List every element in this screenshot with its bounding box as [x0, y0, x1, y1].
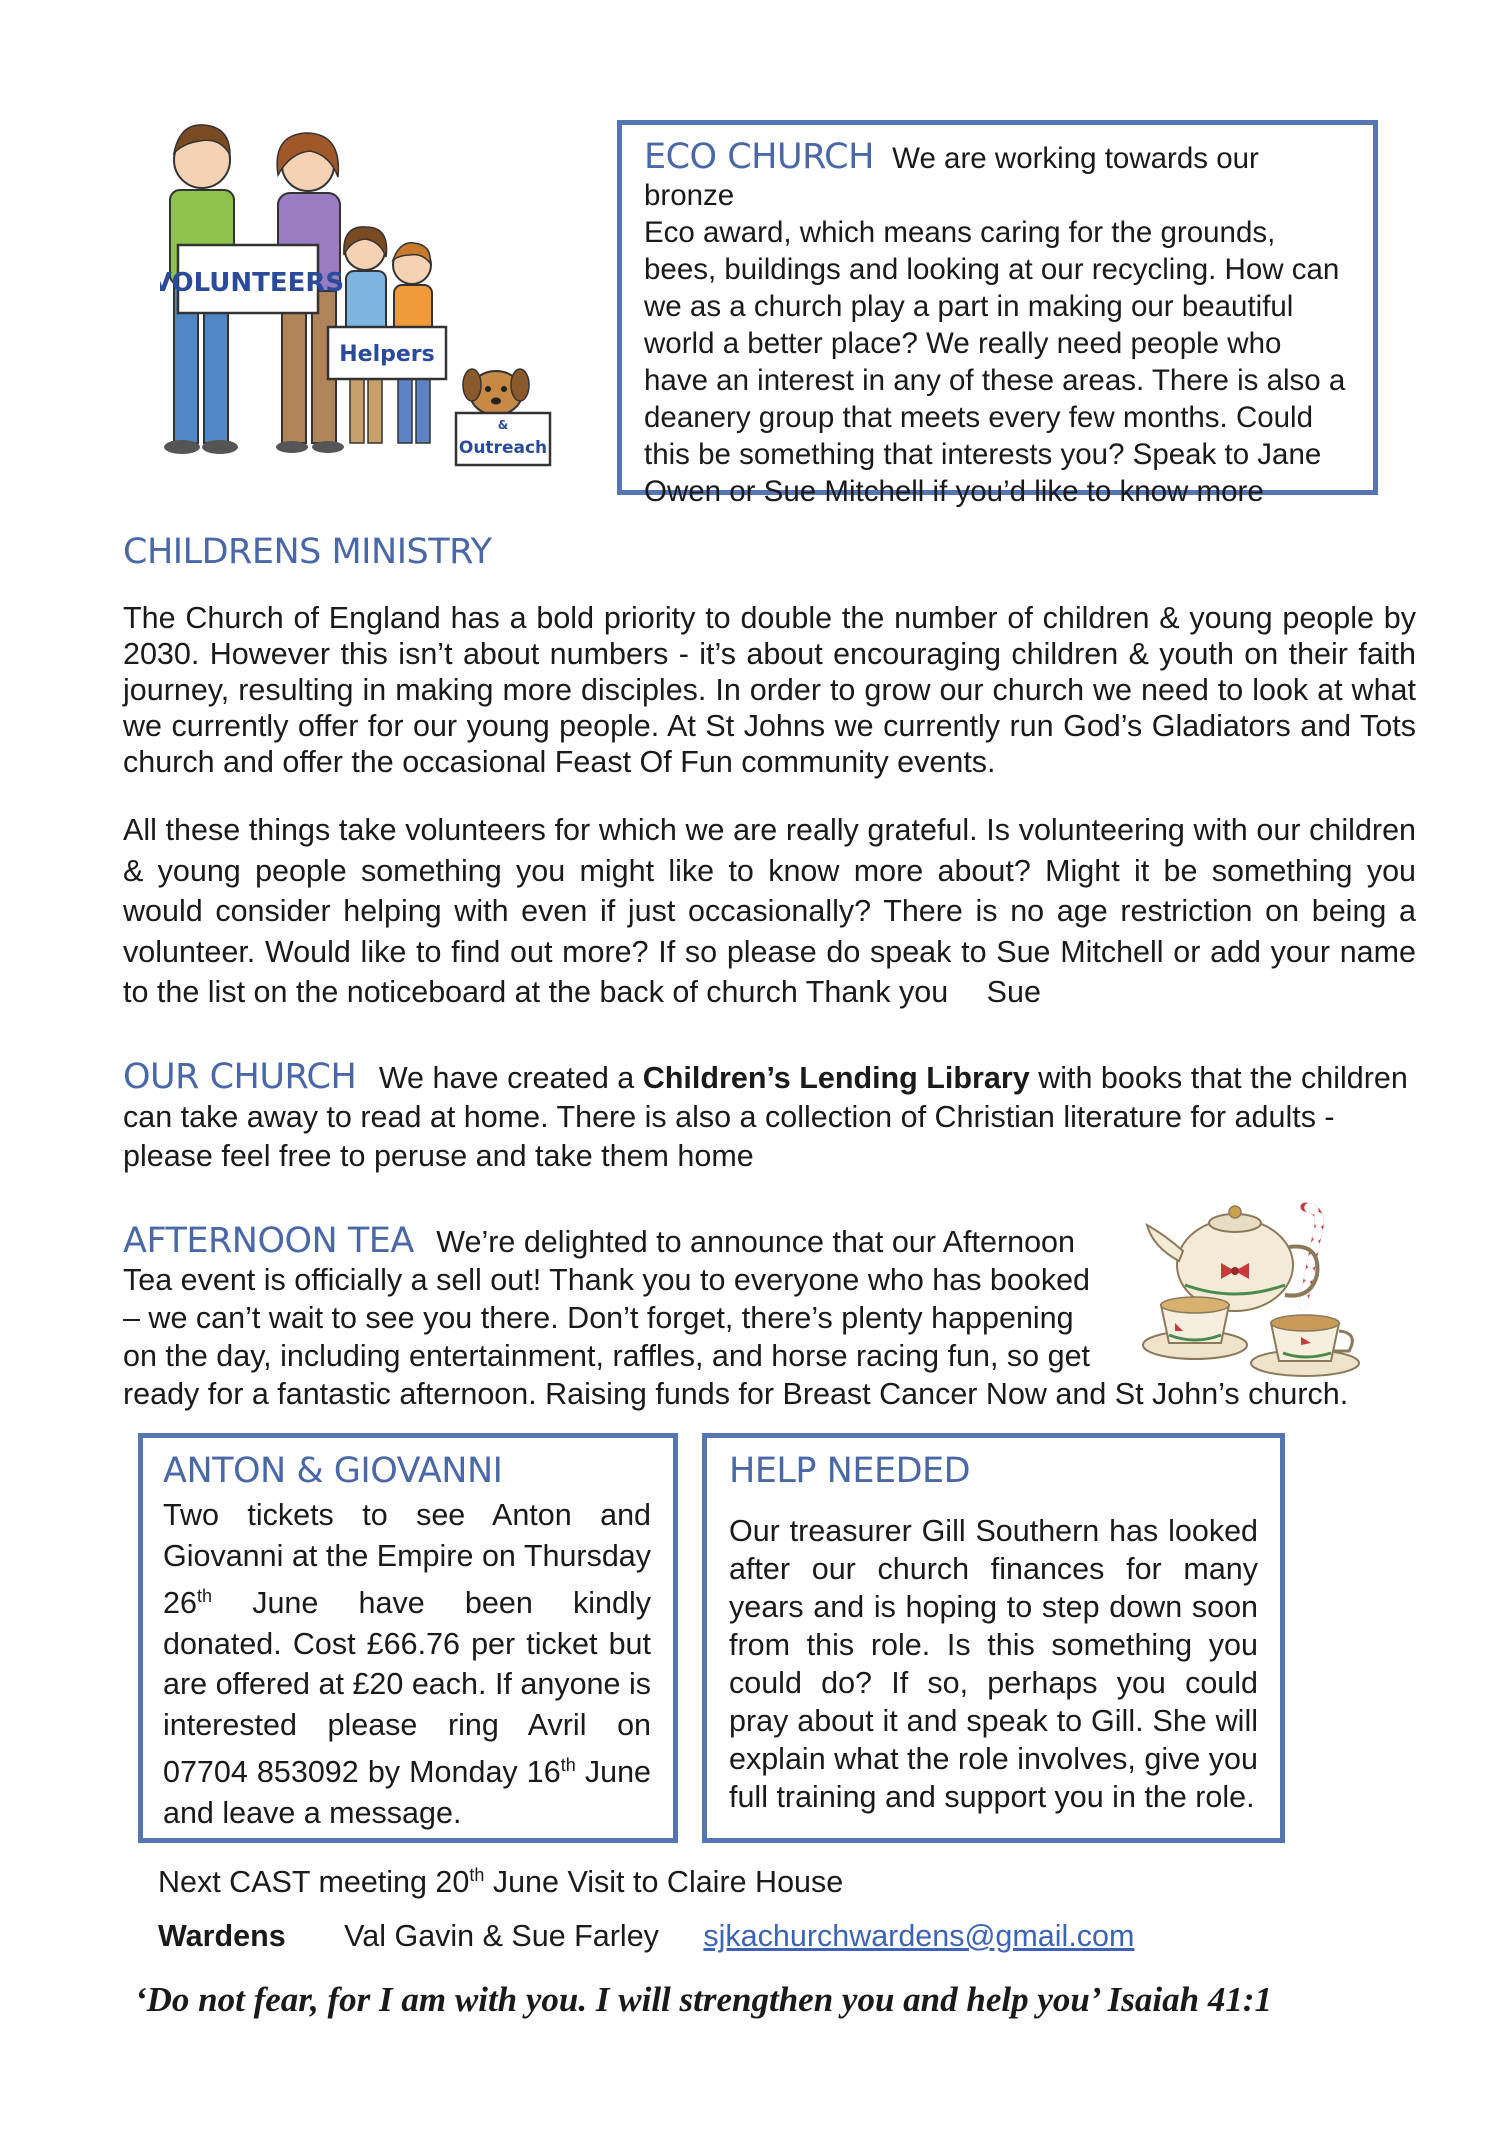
anton-giovanni-sup1: th: [196, 1586, 212, 1606]
help-needed-box: [702, 1433, 1285, 1843]
cast-text2: June Visit to Claire House: [484, 1865, 844, 1900]
sign-helpers-text: Helpers: [339, 342, 435, 367]
help-needed-body: Our treasurer Gill Southern has looked after our church finances for many years and is hoping to step down soon from this role. Is this something you could do? If so, perhaps you could pray about it and speak to Gill. She will explain what the role involves, give you full training and support you in the role.: [729, 1514, 1258, 1814]
sign-amp-text: &: [497, 418, 509, 432]
afternoon-tea-lead: We’re delighted to announce that our Afternoon: [436, 1225, 1075, 1259]
childrens-ministry-signoff: Sue: [986, 975, 1041, 1009]
sign-outreach-text: Outreach: [458, 438, 548, 458]
wardens-label: Wardens: [158, 1919, 286, 1953]
sign-volunteers-text: VOLUNTEERS: [160, 268, 345, 298]
volunteers-illustration: [160, 115, 560, 475]
afternoon-tea-line3: – we can’t wait to see you there. Don’t forget, there’s plenty happening: [123, 1301, 1074, 1335]
eco-church-box: [617, 120, 1378, 508]
afternoon-tea-line5: ready for a fantastic afternoon. Raising funds for Breast Cancer Now and St John’s church.: [123, 1377, 1349, 1411]
anton-giovanni-text1: Two tickets to see Anton and Giovanni at the Empire on Thursday 26: [163, 1498, 651, 1621]
anton-giovanni-text2: June have been kindly donated. Cost £66.76 per ticket but are offered at £20 each. If anyone is interested please ring Avril on 07704 853092 by Monday 16: [163, 1586, 651, 1790]
afternoon-tea-title: AFTERNOON TEA: [123, 1221, 414, 1261]
our-church-text-after: with books that the children can take away to read at home. There is also a collection of Christian literature for adults - please feel free to peruse and take them home: [123, 1061, 1408, 1173]
afternoon-tea-line2: Tea event is officially a sell out! Thank you to everyone who has booked: [123, 1263, 1090, 1297]
wardens-row: [158, 1918, 1358, 1954]
childrens-ministry-para2-text: All these things take volunteers for which we are really grateful. Is volunteering with our children & young people something you might like to know more about? Might it be something you would consider helping with even if just occasionally? There is no age restriction on being a volunteer. Would like to find out more? If so please do speak to Sue Mitchell or add your name to the list on the noticeboard at the back of church Thank you: [123, 813, 1416, 1009]
eco-church-lead: We are working towards our bronze: [644, 142, 1259, 212]
our-church-library: Children’s Lending Library: [642, 1061, 1030, 1095]
cast-sup: th: [469, 1865, 485, 1885]
our-church-section: [123, 1058, 1423, 1176]
wardens-names: Val Gavin & Sue Farley: [344, 1919, 659, 1953]
anton-giovanni-body: [163, 1495, 651, 1833]
help-needed-title: HELP NEEDED: [729, 1451, 971, 1491]
our-church-title: OUR CHURCH: [123, 1057, 357, 1097]
anton-giovanni-text3: June and leave a message.: [163, 1755, 651, 1830]
eco-church-title: ECO CHURCH: [644, 137, 874, 177]
teapot-illustration: [1135, 1195, 1385, 1380]
our-church-text-before: We have created a: [378, 1061, 635, 1095]
childrens-ministry-title: CHILDRENS MINISTRY: [123, 532, 492, 572]
cast-meeting: [158, 1857, 1358, 1900]
scripture-quote: ‘Do not fear, for I am with you. I will strengthen you and help you’ Isaiah 41:1: [135, 1980, 1273, 2019]
anton-giovanni-title: ANTON & GIOVANNI: [163, 1451, 503, 1491]
childrens-ministry-para2: [123, 810, 1416, 1013]
wardens-email-link[interactable]: sjkachurchwardens@gmail.com: [703, 1919, 1135, 1953]
anton-giovanni-box: [138, 1433, 678, 1843]
anton-giovanni-sup2: th: [560, 1755, 576, 1776]
childrens-ministry-para1: The Church of England has a bold priority to double the number of children & young people by 2030. However this isn’t about numbers - it’s about encouraging children & youth on their faith journey, resulting in making more disciples. In order to grow our church we need to look at what we currently offer for our young people. At St Johns we currently run God’s Gladiators and Tots church and offer the occasional Feast Of Fun community events.: [123, 601, 1416, 779]
cast-text1: Next CAST meeting 20: [158, 1865, 470, 1900]
eco-church-body: Eco award, which means caring for the grounds, bees, buildings and looking at our recycling. How can we as a church play a part in making our beautiful world a better place? We really need people who have an interest in any of these areas. There is also a deanery group that meets every few months. Could this be something that interests you? Speak to Jane Owen or Sue Mitchell if you’d like to know more: [644, 216, 1346, 508]
afternoon-tea-line4: on the day, including entertainment, raffles, and horse racing fun, so get: [123, 1339, 1091, 1373]
